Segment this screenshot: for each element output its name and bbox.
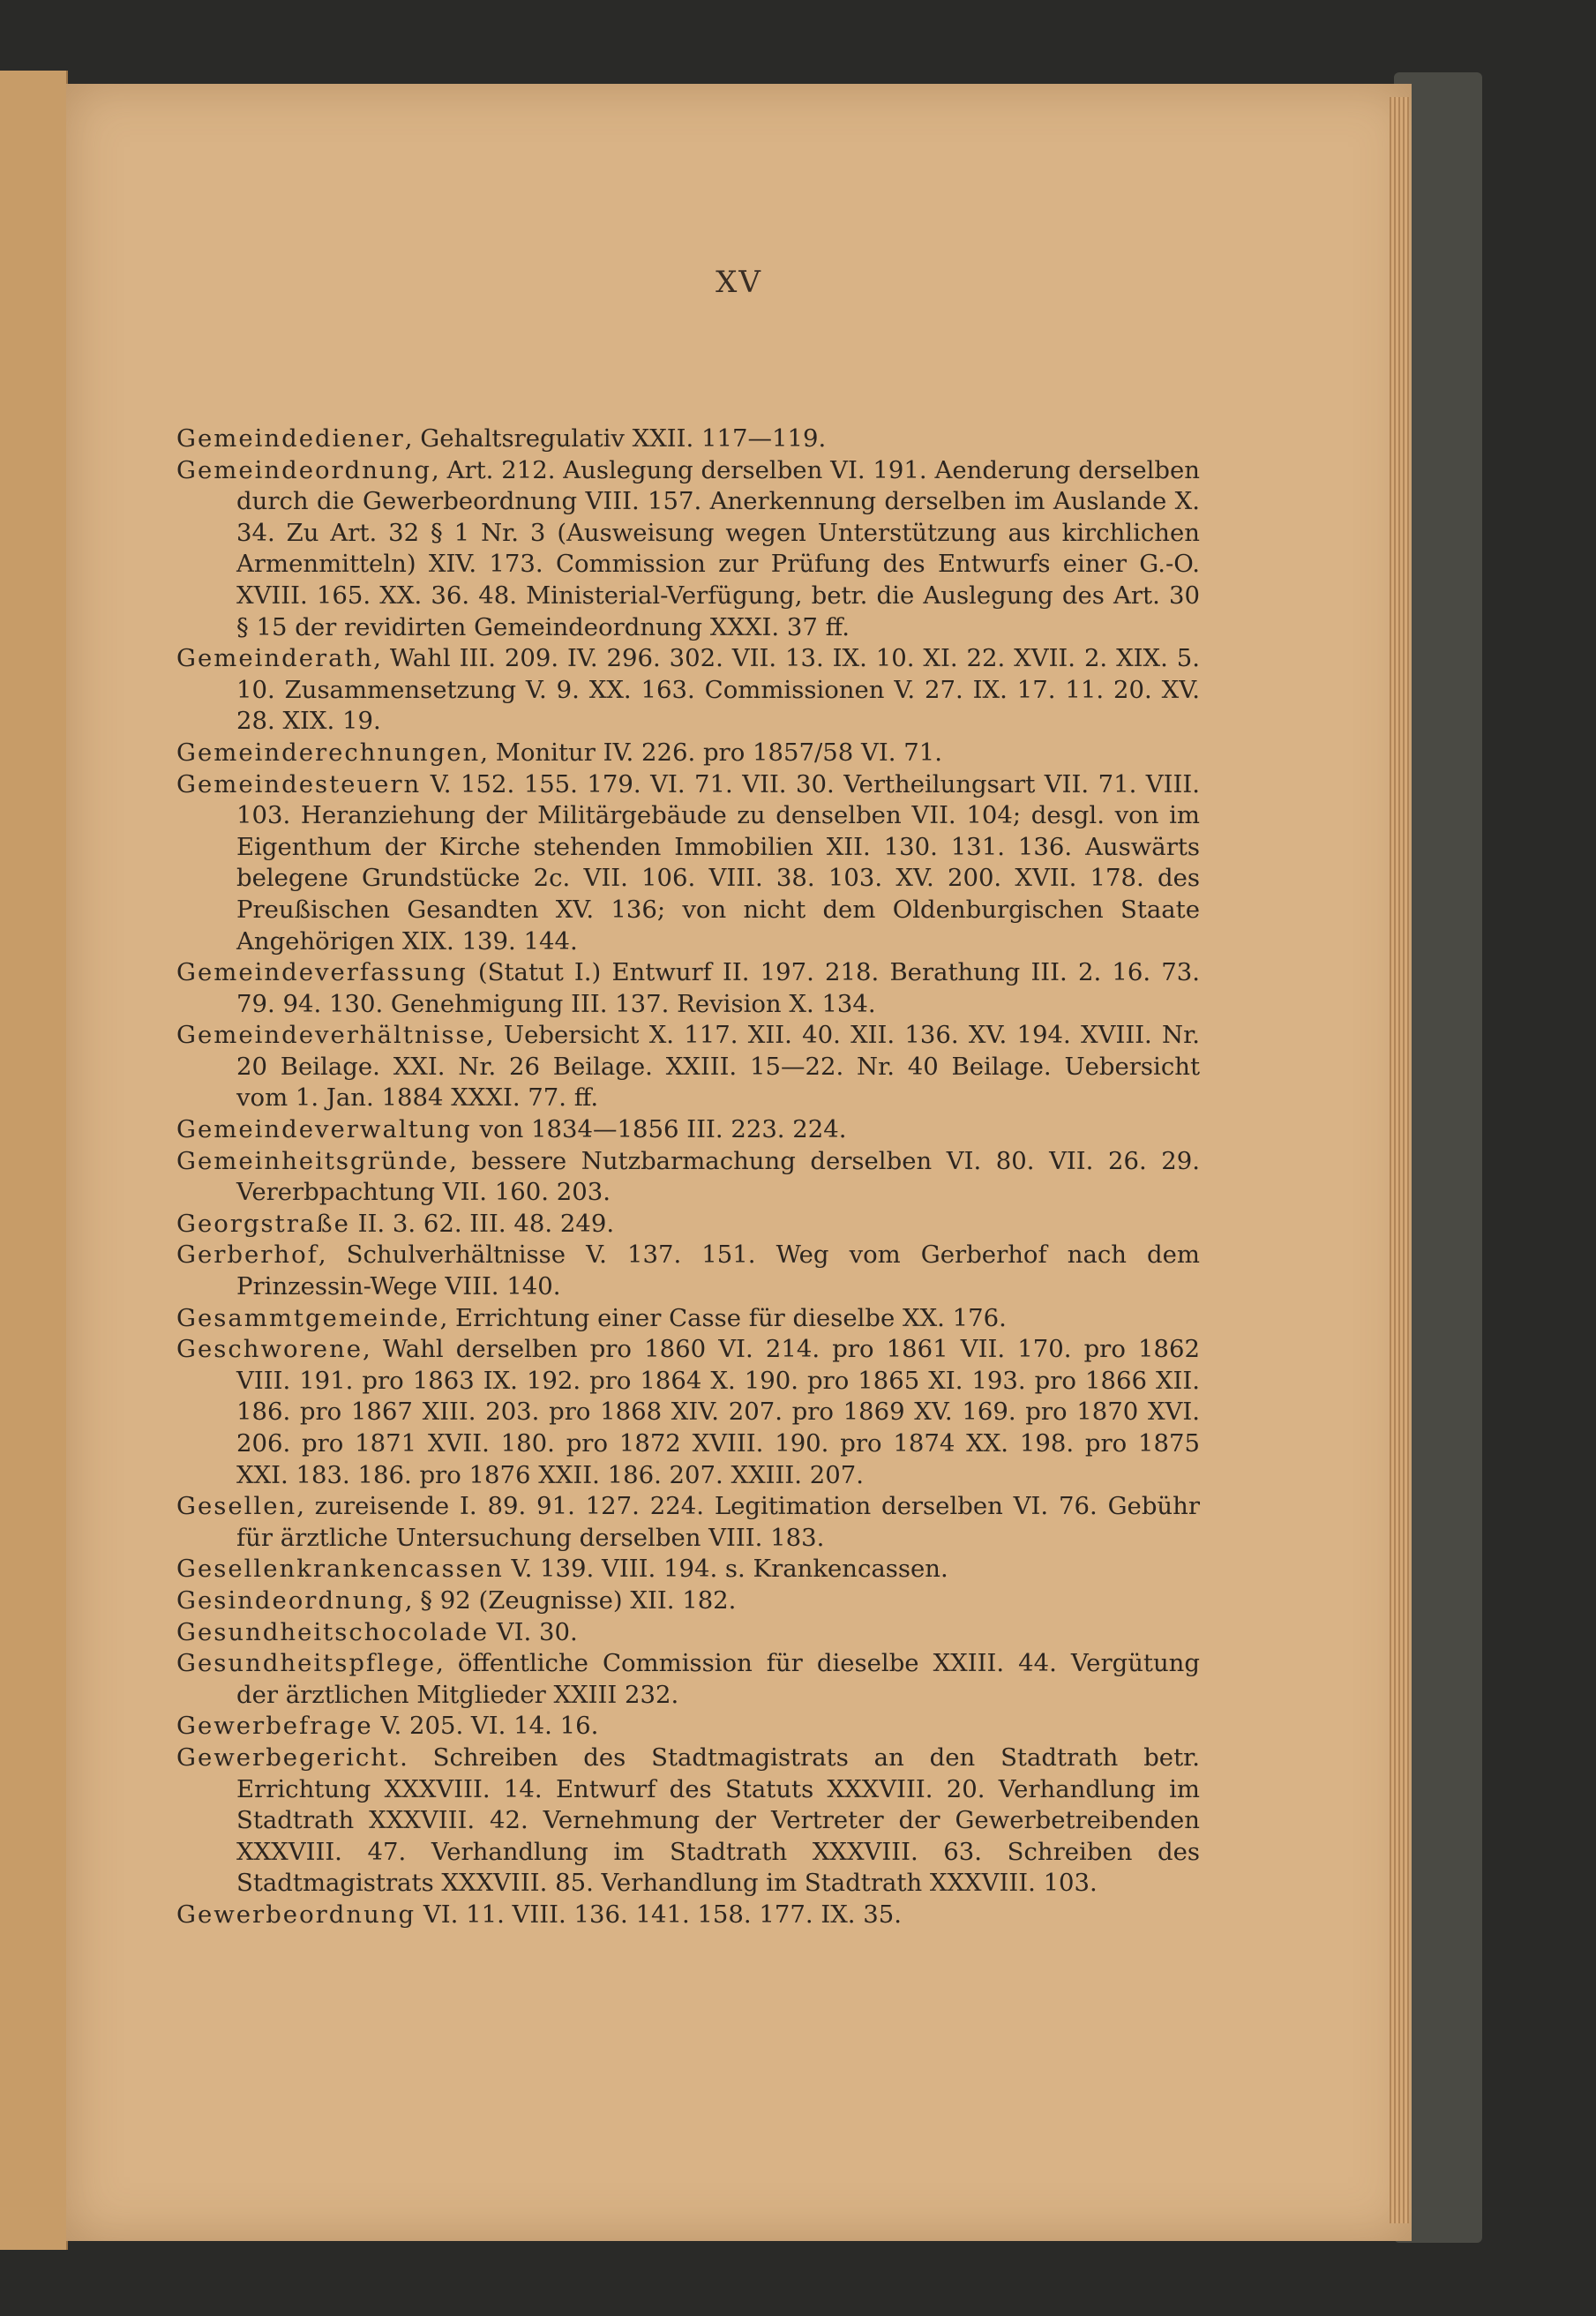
entry-keyword: Gesindeordnung [176,1585,405,1615]
index-list [176,423,1200,1931]
entry-keyword: Gemeindeverwaltung [176,1115,472,1144]
entry-keyword: Gemeindediener [176,424,405,453]
entry-text: V. 152. 155. 179. VI. 71. VII. 30. Vertheilungsart VII. 71. VIII. 103. Heranziehung der Militärgebäude zu denselben VII. 104; desgl. von im Eigenthum der Kirche stehenden Immobilien XII. 130. 131. 136. Auswärts belegene Grundstücke 2c. VII. 106. VIII. 38. 103. XV. 200. XVII. 178. des Preußischen Gesandten XV. 136; von nicht dem Oldenburgischen Staate Angehörigen XIX. 139. 144. [236,769,1200,956]
entry-text: , Schulverhältnisse V. 137. 151. Weg vom Gerberhof nach dem Prinzessin-Wege VIII. 140. [236,1240,1200,1301]
left-page-edge [0,71,68,2250]
entry-keyword: Gewerbeordnung [176,1900,416,1929]
entry-text: , Wahl III. 209. IV. 296. 302. VII. 13. IX. 10. XI. 22. XVII. 2. XIX. 5. 10. Zusammensetzung V. 9. XX. 163. Commissionen V. 27. IX. 17. 11. 20. XV. 28. XIX. 19. [236,644,1200,736]
entry-text: , Wahl derselben pro 1860 VI. 214. pro 1861 VII. 170. pro 1862 VIII. 191. pro 1863 IX. 192. pro 1864 X. 190. pro 1865 XI. 193. pro 1866 XII. 186. pro 1867 XIII. 203. pro 1868 XIV. 207. pro 1869 XV. 169. pro 1870 XVI. 206. pro 1871 XVII. 180. pro 1872 XVIII. 190. pro 1874 XX. 198. pro 1875 XXI. 183. 186. pro 1876 XXII. 186. 207. XXIII. 207. [236,1335,1200,1489]
entry-text: V. 205. VI. 14. 16. [372,1712,599,1741]
entry-text: , zureisende I. 89. 91. 127. 224. Legitimation derselben VI. 76. Gebühr für ärztliche Untersuchung derselben VIII. 183. [236,1492,1200,1552]
index-entry [176,1554,1200,1585]
index-entry [176,1114,1200,1146]
entry-keyword: Gemeinderechnungen [176,738,481,767]
entry-keyword: Gemeindeordnung [176,455,432,484]
index-entry [176,1209,1200,1240]
entry-text: , § 92 (Zeugnisse) XII. 182. [404,1585,737,1615]
entry-keyword: Gerberhof [176,1240,318,1270]
entry-text: VI. 11. VIII. 136. 141. 158. 177. IX. 35. [416,1900,903,1929]
index-entry [176,738,1200,769]
entry-keyword: Gemeindeverfassung [176,958,468,987]
index-entry [176,1303,1200,1335]
entry-text: , Gehaltsregulativ XXII. 117—119. [404,424,827,453]
book-page [66,84,1412,2241]
entry-keyword: Gemeindesteuern [176,769,422,798]
entry-text: VI. 30. [489,1617,578,1646]
index-entry [176,1617,1200,1649]
entry-keyword: Gemeindeverhältnisse [176,1021,486,1050]
index-entry [176,769,1200,958]
entry-keyword: Gesundheitschocolade [176,1617,490,1646]
entry-text: . Schreiben des Stadtmagistrats an den Stadtrath betr. Errichtung XXXVIII. 14. Entwurf des Statuts XXXVIII. 20. Verhandlung im Stadtrath XXXVIII. 42. Vernehmung der Vertreter der Gewerbetreibenden XXXVIII. 47. Verhandlung im Stadtrath XXXVIII. 63. Schreiben des Stadtmagistrats XXXVIII. 85. Verhandlung im Stadtrath XXXVIII. 103. [236,1743,1200,1898]
entry-text: (Statut I.) Entwurf II. 197. 218. Berathung III. 2. 16. 73. 79. 94. 130. Genehmigung III. 137. Revision X. 134. [236,958,1200,1018]
entry-keyword: Gemeinderath [176,644,374,673]
index-entry [176,1648,1200,1711]
index-entry [176,1900,1200,1931]
page-number: XV [716,265,762,300]
entry-text: , Uebersicht X. 117. XII. 40. XII. 136. XV. 194. XVIII. Nr. 20 Beilage. XXI. Nr. 26 Beilage. XXIII. 15—22. Nr. 40 Beilage. Uebersicht vom 1. Jan. 1884 XXXI. 77. ff. [236,1021,1200,1113]
entry-text: von 1834—1856 III. 223. 224. [471,1115,847,1144]
entry-text: V. 139. VIII. 194. s. Krankencassen. [503,1555,948,1584]
page-edge [1390,97,1409,2223]
index-entry [176,643,1200,738]
entry-keyword: Gemeinheitsgründe [176,1146,450,1175]
entry-keyword: Gesammtgemeinde [176,1303,440,1332]
index-entry [176,957,1200,1020]
entry-keyword: Gewerbegericht [176,1743,401,1772]
entry-text: , bessere Nutzbarmachung derselben VI. 80. VII. 26. 29. Vererbpachtung VII. 160. 203. [236,1146,1200,1207]
index-entry [176,1491,1200,1554]
entry-text: , Monitur IV. 226. pro 1857/58 VI. 71. [480,738,942,767]
index-entry [176,423,1200,455]
index-entry [176,1711,1200,1743]
index-entry [176,1334,1200,1491]
entry-keyword: Gesundheitspflege [176,1649,437,1678]
entry-keyword: Gesellenkrankencassen [176,1555,504,1584]
entry-text: , Art. 212. Auslegung derselben VI. 191. Aenderung derselben durch die Gewerbeordnung VIII. 157. Anerkennung derselben im Auslande X. 34. Zu Art. 32 § 1 Nr. 3 (Ausweisung wegen Unterstützung aus kirchlichen Armenmitteln) XIV. 173. Commission zur Prüfung des Entwurfs einer G.-O. XVIII. 165. XX. 36. 48. Ministerial-Verfügung, betr. die Auslegung des Art. 30 § 15 der revidirten Gemeindeordnung XXXI. 37 ff. [236,455,1200,641]
index-entry [176,455,1200,644]
entry-keyword: Geschworene [176,1335,363,1364]
index-entry [176,1020,1200,1114]
entry-text: , Errichtung einer Casse für dieselbe XX. 176. [439,1303,1007,1332]
index-entry [176,1146,1200,1209]
index-entry [176,1743,1200,1900]
index-entry [176,1240,1200,1302]
entry-keyword: Gewerbefrage [176,1712,373,1741]
entry-text: , öffentliche Commission für dieselbe XXIII. 44. Vergütung der ärztlichen Mitglieder XXIII 232. [236,1649,1200,1709]
index-entry [176,1585,1200,1617]
entry-keyword: Gesellen [176,1492,297,1521]
entry-text: II. 3. 62. III. 48. 249. [349,1209,615,1238]
entry-keyword: Georgstraße [176,1209,350,1238]
